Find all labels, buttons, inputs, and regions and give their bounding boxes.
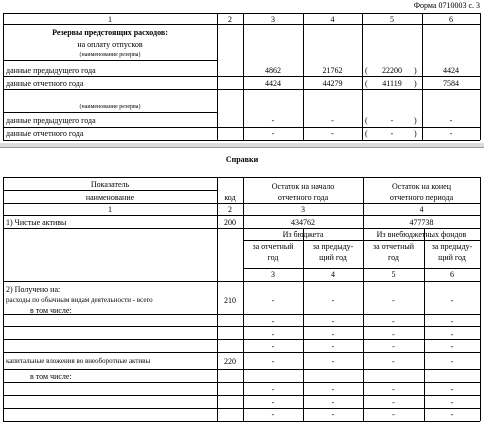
cell: - [449, 116, 453, 125]
sub-reporting-2b: год [388, 253, 399, 262]
hdr-name: наименование [85, 193, 135, 202]
dash-cell: - [271, 296, 275, 305]
num-4: 4 [419, 205, 424, 214]
dash-cell: - [392, 342, 395, 351]
spravki-title: Справки [225, 155, 259, 164]
dash-cell: - [450, 296, 454, 305]
paren-close: ) [414, 129, 417, 138]
from-budget: Из бюджета [282, 230, 324, 239]
cell: - [271, 129, 275, 138]
net-assets-start: 434762 [291, 218, 315, 227]
hdr-start-2: отчетного года [277, 193, 329, 202]
cell: 41119 [382, 79, 402, 88]
including-label-2: в том числе: [30, 372, 72, 381]
dash-cell: - [331, 410, 335, 419]
capital-label: капитальные вложения во внеоборотные активы [6, 357, 151, 365]
paren-open: ( [365, 129, 368, 138]
hdr-end-2: отчетного периода [389, 193, 454, 202]
received-label: 2) Получено на: [6, 285, 61, 294]
sub-reporting-1b: за отчетный [372, 242, 415, 251]
from-offbudget: Из внебюджетных фондов [376, 230, 467, 239]
cell: 4862 [265, 66, 281, 75]
cell: - [390, 129, 394, 138]
sub-reporting-2: год [267, 253, 279, 262]
cell: 22200 [382, 66, 402, 75]
sub-prev-2: щий год [319, 253, 347, 262]
col-num-5: 5 [390, 15, 394, 24]
num-2: 2 [228, 205, 232, 214]
sub-num-5: 5 [391, 270, 396, 279]
paren-open: ( [365, 79, 368, 88]
hdr-indicator: Показатель [90, 180, 130, 189]
dash-cell: - [331, 385, 335, 394]
row-label-prev: данные предыдущего года [6, 66, 96, 75]
reserves-title: Резервы предстоящих расходов: [52, 28, 168, 37]
dash-cell: - [392, 330, 395, 339]
dash-cell: - [271, 410, 275, 419]
sub-num-6: 6 [450, 270, 454, 279]
dash-cell: - [392, 296, 395, 305]
dash-cell: - [331, 398, 335, 407]
cell: - [331, 116, 334, 125]
reserve-name: на оплату отпусков [77, 40, 143, 49]
paren-open: ( [365, 116, 368, 125]
cell: 4424 [265, 79, 281, 88]
sub-reporting-1: за отчетный [252, 242, 294, 251]
dash-cell: - [271, 317, 275, 326]
paren-open: ( [365, 66, 368, 75]
cell: - [390, 116, 394, 125]
form-code: Форма 0710003 с. 3 [413, 1, 480, 10]
net-assets-label: 1) Чистые активы [6, 218, 67, 227]
cell: 21762 [322, 66, 343, 75]
num-3: 3 [301, 205, 305, 214]
col-num-3: 3 [271, 15, 275, 24]
hdr-end-1: Остаток на конец [392, 182, 451, 191]
dash-cell: - [450, 330, 454, 339]
cell: - [449, 129, 453, 138]
dash-cell: - [450, 357, 454, 366]
cell: - [271, 116, 275, 125]
dash-cell: - [392, 317, 395, 326]
dash-cell: - [392, 410, 395, 419]
paren-close: ) [414, 79, 417, 88]
dash-cell: - [450, 342, 454, 351]
col-num-1: 1 [108, 15, 112, 24]
dash-cell: - [271, 330, 275, 339]
reserve-caption: (наименование резерва) [79, 52, 141, 58]
cell: 44279 [322, 79, 343, 88]
dash-cell: - [271, 357, 275, 366]
row-label-curr: данные отчетного года [6, 79, 84, 88]
dash-cell: - [392, 357, 395, 366]
hdr-start-1: Остаток на начало [271, 182, 335, 191]
dash-cell: - [450, 410, 454, 419]
capital-code: 220 [224, 357, 236, 366]
row-label-prev-2: данные предыдущего года [6, 116, 96, 125]
sub-num-3: 3 [271, 270, 275, 279]
reserve-caption-2: (наименование резерва) [79, 104, 141, 110]
including-label: в том числе: [30, 306, 72, 315]
paren-close: ) [414, 116, 417, 125]
dash-cell: - [331, 357, 335, 366]
dash-cell: - [450, 385, 454, 394]
cell: 4424 [443, 66, 459, 75]
dash-cell: - [392, 385, 395, 394]
ordinary-code: 210 [224, 296, 236, 305]
dash-cell: - [331, 330, 335, 339]
dash-cell: - [450, 398, 454, 407]
cell: - [331, 129, 334, 138]
row-label-curr-2: данные отчетного года [6, 129, 84, 138]
sub-num-4: 4 [331, 270, 335, 279]
net-assets-code: 200 [224, 218, 236, 227]
dash-cell: - [331, 317, 335, 326]
dash-cell: - [271, 385, 275, 394]
col-num-2: 2 [228, 15, 232, 24]
num-1: 1 [108, 205, 112, 214]
ordinary-label: расходы по обычным видам деятельности - всего [6, 296, 153, 304]
net-assets-end: 477738 [409, 218, 434, 227]
col-num-6: 6 [449, 15, 453, 24]
dash-cell: - [450, 317, 454, 326]
dash-cell: - [331, 342, 335, 351]
col-num-4: 4 [330, 15, 335, 24]
dash-cell: - [331, 296, 335, 305]
sub-prev-2b: щий год [438, 253, 466, 262]
sub-prev-1: за предыду- [312, 242, 354, 251]
dash-cell: - [271, 398, 275, 407]
cell: 7584 [443, 79, 459, 88]
hdr-code: код [224, 193, 236, 202]
dash-cell: - [392, 398, 395, 407]
sub-prev-1b: за предыду- [431, 242, 473, 251]
dash-cell: - [271, 342, 275, 351]
paren-close: ) [414, 66, 417, 75]
